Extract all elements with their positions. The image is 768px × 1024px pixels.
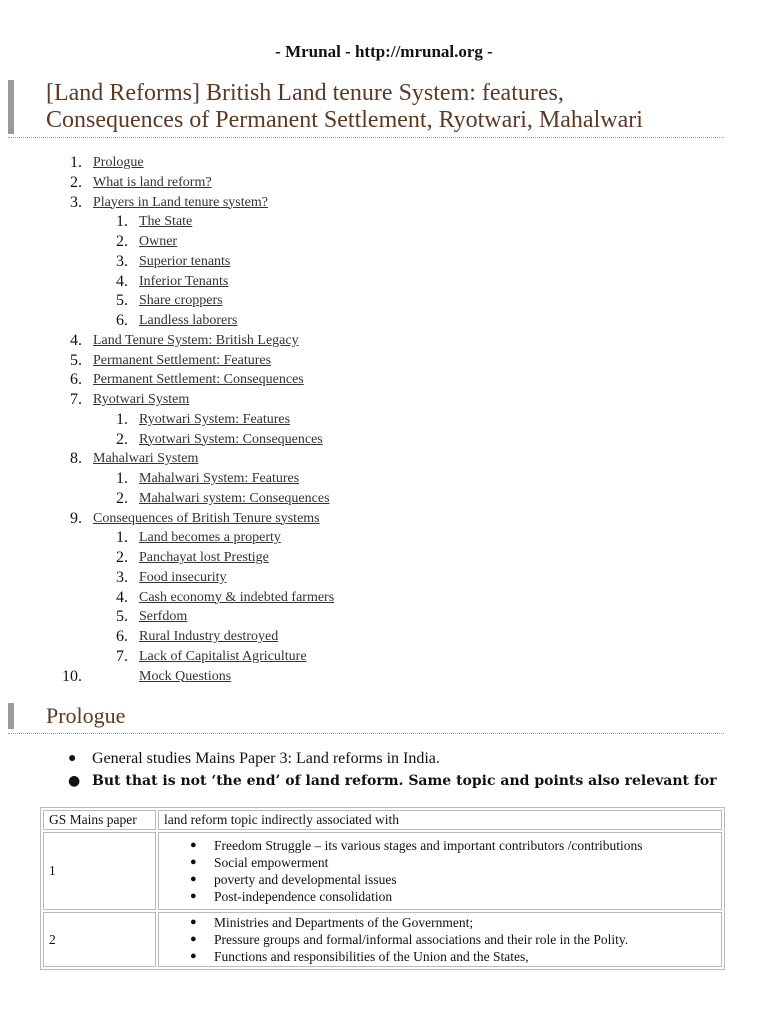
bullet-item [68, 748, 717, 770]
toc-number: 1. [116, 470, 128, 487]
toc-number: 2. [116, 430, 128, 448]
table-row [43, 912, 722, 967]
toc-number: 2. [116, 549, 128, 566]
toc-link[interactable]: Consequences of British Tenure systems [93, 510, 320, 526]
gs-papers-table [40, 807, 725, 970]
toc-link[interactable]: Inferior Tenants [139, 273, 229, 289]
toc-item [93, 588, 334, 608]
bullet-dot-icon: ● [190, 916, 197, 928]
toc-number: 2. [70, 173, 82, 191]
table-row [43, 832, 722, 910]
prologue-accent-bar [8, 703, 14, 729]
toc-link[interactable]: Ryotwari System: Consequences [139, 431, 323, 447]
toc-item [93, 489, 334, 509]
prologue-heading: Prologue [46, 703, 126, 728]
toc-link[interactable]: Owner [139, 234, 178, 249]
toc-number: 3. [70, 193, 82, 211]
prologue-heading-block [8, 703, 724, 734]
title-accent-bar [8, 80, 14, 134]
toc-link[interactable]: Ryotwari System [93, 392, 190, 407]
topics-cell [158, 912, 722, 967]
toc-number: 9. [70, 509, 82, 527]
toc-item [93, 548, 334, 568]
toc-link[interactable]: Land becomes a property [139, 530, 281, 546]
topic-item [164, 914, 716, 931]
topic-text: Freedom Struggle – its various stages and important contributors /contributions [214, 838, 643, 853]
toc-item [93, 568, 334, 588]
toc-item [93, 528, 334, 548]
toc-link[interactable]: Serfdom [139, 609, 188, 625]
toc-link[interactable]: Cash economy & indebted farmers [139, 589, 335, 605]
article-title [46, 80, 643, 134]
table-header-row [43, 810, 722, 830]
toc-item [93, 311, 334, 331]
toc-link[interactable]: Lack of Capitalist Agriculture [139, 648, 307, 664]
toc-link[interactable]: Mahalwari System [93, 451, 199, 467]
toc-link[interactable]: Prologue [93, 155, 144, 170]
toc-item [70, 390, 334, 410]
prologue-bullets [68, 748, 717, 792]
bullet-item [68, 770, 717, 792]
toc-number: 6. [70, 371, 82, 389]
toc-number: 4. [70, 331, 82, 349]
toc-number: 3. [116, 252, 128, 270]
paper-number-cell: 2 [43, 912, 156, 967]
topic-text: Social empowerment [214, 855, 329, 870]
topic-text: Post-independence consolidation [214, 889, 393, 904]
topic-item [164, 931, 716, 948]
toc-link[interactable]: Mahalwari system: Consequences [139, 490, 330, 506]
toc-item [93, 647, 334, 667]
toc-item [70, 331, 334, 351]
topic-text: poverty and developmental issues [214, 872, 397, 887]
bullet-dot-icon: ● [190, 856, 197, 868]
toc-link[interactable]: Permanent Settlement: Consequences [93, 372, 304, 388]
bullet-dot-icon: ● [190, 839, 197, 851]
toc-link[interactable]: The State [139, 214, 193, 230]
topic-item [164, 888, 716, 905]
toc-item [62, 667, 334, 687]
topic-text: Ministries and Departments of the Government; [214, 915, 474, 930]
title-line-1: [Land Reforms] British Land tenure System: features, [46, 80, 564, 106]
toc-link[interactable]: Permanent Settlement: Features [93, 352, 272, 368]
bullet-text: But that is not ‘the end’ of land reform. Same topic and points also relevant for [92, 773, 717, 789]
table-header-cell: land reform topic indirectly associated with [158, 810, 722, 830]
toc-number: 6. [116, 628, 128, 645]
paper-number-cell: 1 [43, 832, 156, 910]
toc-link[interactable]: Landless laborers [139, 313, 238, 328]
toc-link[interactable]: Food insecurity [139, 569, 227, 585]
toc-number: 2. [116, 233, 128, 250]
toc-number: 6. [116, 312, 128, 329]
topic-item [164, 948, 716, 965]
toc-item [93, 252, 334, 272]
toc-item [93, 607, 334, 627]
toc-item [70, 449, 334, 469]
toc-item [70, 509, 334, 529]
toc-item [70, 351, 334, 371]
toc-item [70, 173, 334, 193]
toc-number: 1. [70, 154, 82, 171]
toc-number: 7. [116, 647, 128, 665]
toc-number: 5. [116, 608, 128, 626]
topic-text: Functions and responsibilities of the Union and the States, [214, 949, 529, 964]
toc-item [93, 410, 334, 430]
page-header: - Mrunal - http://mrunal.org - [275, 42, 493, 61]
topic-text: Pressure groups and formal/informal associations and their role in the Polity. [214, 932, 629, 947]
bullet-dot-icon: ● [190, 873, 197, 885]
toc-link[interactable]: Superior tenants [139, 253, 231, 269]
toc-link[interactable]: Share croppers [139, 293, 223, 309]
bullet-dot-icon: ● [190, 950, 197, 962]
toc-item [93, 272, 334, 292]
bullet-dot-icon: ● [68, 751, 77, 766]
toc-item [70, 193, 334, 213]
article-title-block [8, 80, 724, 138]
toc-number: 7. [70, 391, 82, 408]
toc-link[interactable]: Mahalwari System: Features [139, 471, 300, 486]
toc-item [70, 153, 334, 173]
toc-link[interactable]: Mock Questions [139, 668, 232, 684]
toc-link[interactable]: Panchayat lost Prestige [139, 550, 269, 565]
toc-link[interactable]: What is land reform? [93, 174, 212, 190]
toc-number: 5. [70, 351, 82, 369]
toc-link[interactable]: Land Tenure System: British Legacy [93, 332, 299, 348]
toc-item [70, 370, 334, 390]
toc-number: 1. [116, 213, 128, 231]
toc-number: 1. [116, 410, 128, 428]
toc-number: 10. [62, 667, 82, 685]
toc-link[interactable]: Players in Land tenure system? [93, 194, 268, 210]
bullet-text: General studies Mains Paper 3: Land reforms in India. [92, 750, 440, 767]
toc-item [93, 430, 334, 450]
topics-cell [158, 832, 722, 910]
toc-item [93, 212, 334, 232]
toc-number: 8. [70, 450, 82, 468]
toc-number: 3. [116, 568, 128, 586]
toc-link[interactable]: Rural Industry destroyed [139, 629, 279, 644]
topic-item [164, 854, 716, 871]
toc-item [93, 232, 334, 252]
toc-number: 4. [116, 588, 128, 606]
bullet-dot-icon: ● [68, 773, 81, 789]
topic-item [164, 871, 716, 888]
table-header-cell: GS Mains paper [43, 810, 156, 830]
toc-number: 2. [116, 489, 128, 507]
bullet-dot-icon: ● [190, 933, 197, 945]
toc-link[interactable]: Ryotwari System: Features [139, 411, 291, 427]
toc-number: 5. [116, 292, 128, 310]
toc-number: 1. [116, 529, 128, 547]
bullet-dot-icon: ● [190, 890, 197, 902]
toc-item [93, 627, 334, 647]
toc-number: 4. [116, 272, 128, 290]
title-line-2: Consequences of Permanent Settlement, Ryotwari, Mahalwari [46, 107, 643, 133]
topic-item [164, 837, 716, 854]
table-of-contents [62, 153, 335, 686]
toc-item [93, 291, 334, 311]
toc-item [93, 469, 334, 489]
